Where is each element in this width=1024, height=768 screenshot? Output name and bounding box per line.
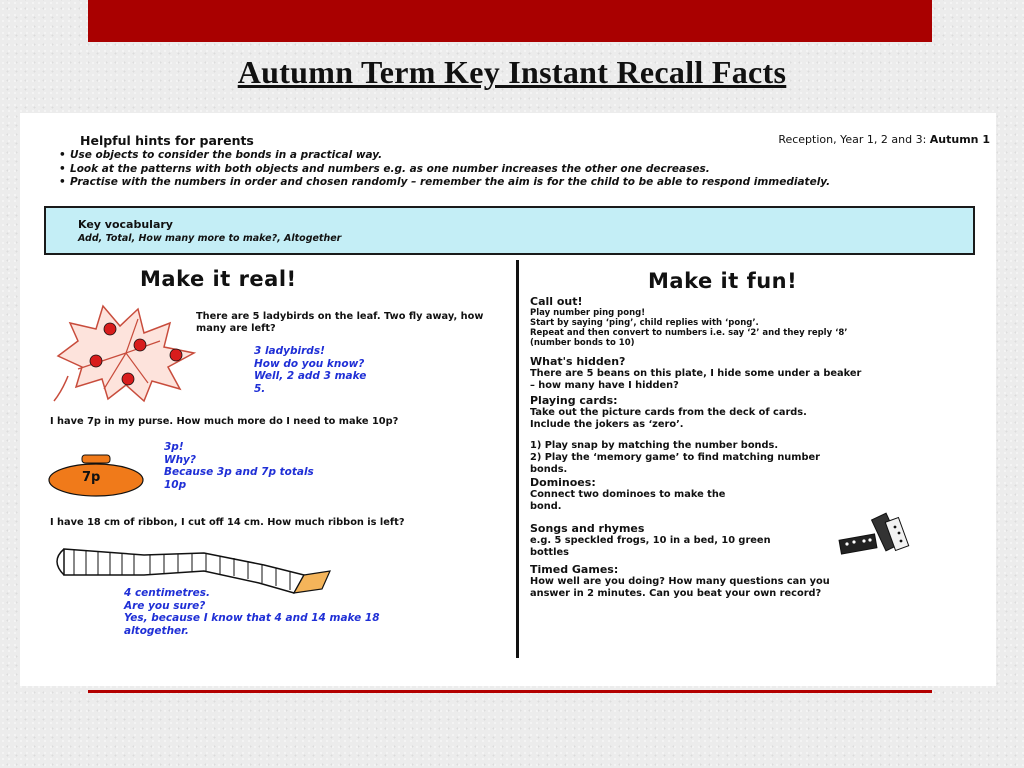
purse-question: I have 7p in my purse. How much more do I need to make 10p? xyxy=(50,416,399,427)
songs-heading: Songs and rhymes xyxy=(530,522,645,535)
songs-line: e.g. 5 speckled frogs, 10 in a bed, 10 green xyxy=(530,535,771,546)
hidden-heading: What's hidden? xyxy=(530,355,626,368)
answer-line: Yes, because I know that 4 and 14 make 18 xyxy=(124,612,380,624)
ladybird-answer xyxy=(254,345,366,395)
year-prefix: Reception, Year 1, 2 and 3: xyxy=(778,133,927,146)
snap-line: bonds. xyxy=(530,464,568,475)
purse-amount: 7p xyxy=(82,470,101,485)
slide-title: Autumn Term Key Instant Recall Facts xyxy=(237,54,787,90)
hint-item: • Look at the patterns with both objects and numbers e.g. as one number increases the other one decreases. xyxy=(70,163,980,177)
answer-line: Well, 2 add 3 make xyxy=(254,370,367,382)
bottom-accent-line xyxy=(88,690,932,693)
answer-line: Because 3p and 7p totals xyxy=(164,466,314,478)
purse-answer xyxy=(164,441,314,491)
snap-line: 1) Play snap by matching the number bonds. xyxy=(530,440,779,451)
timed-heading: Timed Games: xyxy=(530,563,619,576)
hints-list xyxy=(58,149,980,190)
top-accent-bar xyxy=(88,0,932,42)
leaf-with-ladybirds-icon xyxy=(48,301,203,406)
answer-line: Why? xyxy=(164,453,196,466)
hint-item: • Practise with the numbers in order and chosen randomly – remember the aim is for the child to be able to respond immediately. xyxy=(70,176,980,190)
call-out-line: (number bonds to 10) xyxy=(530,338,635,348)
vocabulary-box xyxy=(44,206,975,255)
call-out-line: Start by saying ‘ping’, child replies with ‘pong’. xyxy=(530,318,759,328)
ladybird-question: There are 5 ladybirds on the leaf. Two fly away, how many are left? xyxy=(196,311,484,334)
cards-line: Take out the picture cards from the deck of cards. xyxy=(530,407,807,418)
dominoes-line: Connect two dominoes to make the xyxy=(530,489,726,500)
answer-line: 3 ladybirds! xyxy=(254,345,325,357)
call-out-line: Repeat and then convert to numbers i.e. say ‘2’ and they reply ‘8’ xyxy=(530,328,848,338)
dominoes-icon xyxy=(838,511,910,557)
answer-line: How do you know? xyxy=(254,357,365,370)
call-out-heading: Call out! xyxy=(530,295,583,308)
vocabulary-title: Key vocabulary xyxy=(78,218,173,231)
column-divider xyxy=(516,260,519,658)
answer-line: 3p! xyxy=(164,441,184,453)
dominoes-line: bond. xyxy=(530,501,562,512)
answer-line: 10p xyxy=(164,478,187,491)
hint-item: • Use objects to consider the bonds in a practical way. xyxy=(70,149,980,163)
hidden-line: There are 5 beans on this plate, I hide some under a beaker xyxy=(530,368,862,379)
year-term: Autumn 1 xyxy=(929,133,990,146)
answer-line: altogether. xyxy=(124,624,189,637)
snap-line: 2) Play the ‘memory game’ to find matching number xyxy=(530,452,820,463)
songs-line: bottles xyxy=(530,547,569,558)
answer-line: 4 centimetres. xyxy=(124,587,211,599)
ribbon-question: I have 18 cm of ribbon, I cut off 14 cm. How much ribbon is left? xyxy=(50,517,405,528)
recall-facts-sheet xyxy=(20,113,996,686)
ribbon-answer xyxy=(124,587,380,637)
make-it-real-heading: Make it real! xyxy=(140,267,297,291)
make-it-fun-heading: Make it fun! xyxy=(648,269,798,293)
call-out-line: Play number ping pong! xyxy=(530,308,646,318)
answer-line: 5. xyxy=(254,382,266,395)
year-label xyxy=(778,133,990,146)
timed-line: answer in 2 minutes. Can you beat your own record? xyxy=(530,588,822,599)
cards-line: Include the jokers as ‘zero’. xyxy=(530,419,684,430)
fun-activities xyxy=(530,295,990,600)
hints-title: Helpful hints for parents xyxy=(80,133,254,148)
timed-line: How well are you doing? How many questions can you xyxy=(530,576,830,587)
answer-line: Are you sure? xyxy=(124,599,206,612)
dominoes-heading: Dominoes: xyxy=(530,476,596,489)
vocabulary-words: Add, Total, How many more to make?, Altogether xyxy=(78,233,342,244)
hidden-line: – how many have I hidden? xyxy=(530,380,679,391)
cards-heading: Playing cards: xyxy=(530,394,618,407)
